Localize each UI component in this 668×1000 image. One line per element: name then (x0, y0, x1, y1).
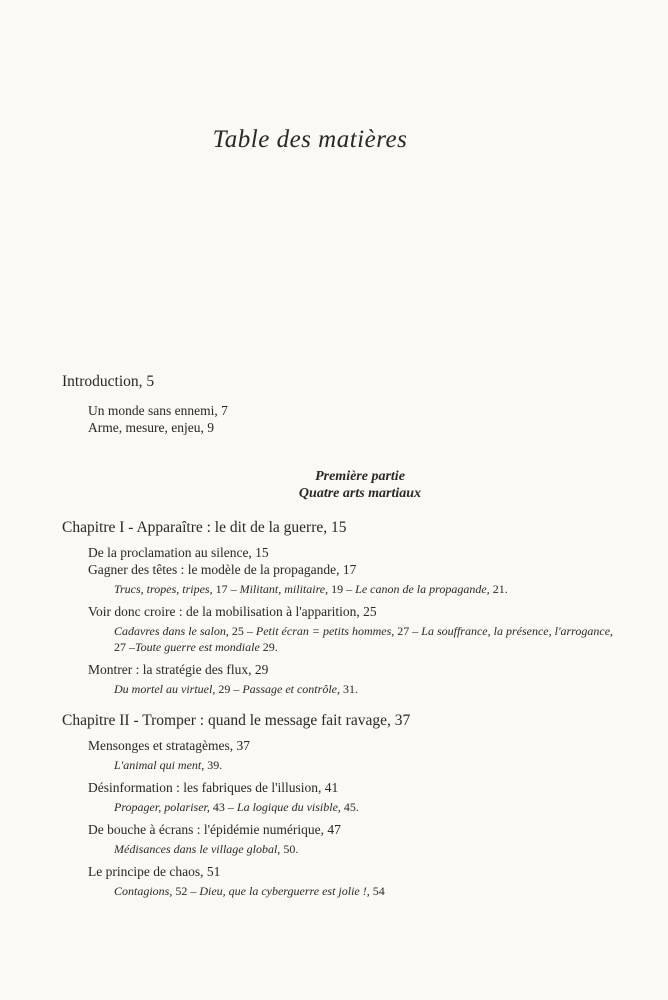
page-title: Table des matières (212, 126, 408, 153)
toc-subsections (114, 681, 622, 697)
subsection-page: 45. (340, 800, 359, 814)
toc-subsections (114, 757, 622, 773)
subsection-page: 50. (280, 842, 299, 856)
subsection-title: Contagions, (114, 884, 173, 898)
toc-introduction: Introduction, 5 (62, 373, 155, 390)
toc-subsections (114, 623, 622, 655)
subsection-title: Militant, militaire, (239, 582, 329, 596)
toc-section: Montrer : la stratégie des flux, 29 (88, 662, 269, 677)
toc-section: De la proclamation au silence, 15 (88, 545, 269, 560)
toc-subsections (114, 841, 622, 857)
subsection-title: Petit écran = petits hommes, (255, 624, 395, 638)
subsection-page: 27 – (394, 624, 422, 638)
toc-subsections (114, 883, 622, 899)
subsection-title: L'animal qui ment, (114, 758, 205, 772)
subsection-page: 31. (339, 682, 358, 696)
subsection-title: Le canon de la propagande, (355, 582, 490, 596)
subsection-title: Du mortel au virtuel, (114, 682, 216, 696)
subsection-page: 25 – (228, 624, 256, 638)
subsection-title: Trucs, tropes, tripes, (114, 582, 213, 596)
subsection-title: La logique du visible, (236, 800, 341, 814)
subsection-page: 19 – (328, 582, 356, 596)
toc-section: Arme, mesure, enjeu, 9 (88, 420, 214, 435)
subsection-title: Dieu, que la cyberguerre est jolie !, (199, 884, 370, 898)
subsection-title: Cadavres dans le salon, (114, 624, 229, 638)
part-title: Quatre arts martiaux (298, 486, 422, 501)
toc-section: Désinformation : les fabriques de l'illusion, 41 (88, 780, 339, 795)
subsection-title: Médisances dans le village global, (114, 842, 281, 856)
toc-section: Mensonges et stratagèmes, 37 (88, 738, 250, 753)
subsection-page: 21. (489, 582, 508, 596)
subsection-title: Passage et contrôle, (242, 682, 340, 696)
toc-section: De bouche à écrans : l'épidémie numérique, 47 (88, 822, 341, 837)
subsection-page: 39. (204, 758, 223, 772)
subsection-title: Propager, polariser, (114, 800, 210, 814)
subsection-page: 43 – (209, 800, 237, 814)
subsection-page: 29. (259, 640, 278, 654)
toc-subsections (114, 581, 622, 597)
subsection-title: La souffrance, la présence, l'arrogance, (421, 624, 614, 638)
subsection-page: 54 (369, 884, 385, 898)
toc-section: Voir donc croire : de la mobilisation à l'apparition, 25 (88, 604, 377, 619)
table-of-contents (62, 372, 622, 899)
subsection-page: 52 – (172, 884, 200, 898)
toc-section: Un monde sans ennemi, 7 (88, 403, 228, 418)
toc-chapter-1: Chapitre I - Apparaître : le dit de la guerre, 15 (62, 519, 347, 536)
subsection-page: 29 – (215, 682, 243, 696)
toc-section: Le principe de chaos, 51 (88, 864, 221, 879)
toc-section: Gagner des têtes : le modèle de la propagande, 17 (88, 562, 357, 577)
toc-chapter-2: Chapitre II - Tromper : quand le message fait ravage, 37 (62, 712, 411, 729)
subsection-page: 27 – (114, 640, 135, 654)
subsection-title: Toute guerre est mondiale (135, 640, 260, 654)
subsection-page: 17 – (212, 582, 240, 596)
toc-subsections (114, 799, 622, 815)
part-label: Première partie (315, 469, 405, 484)
